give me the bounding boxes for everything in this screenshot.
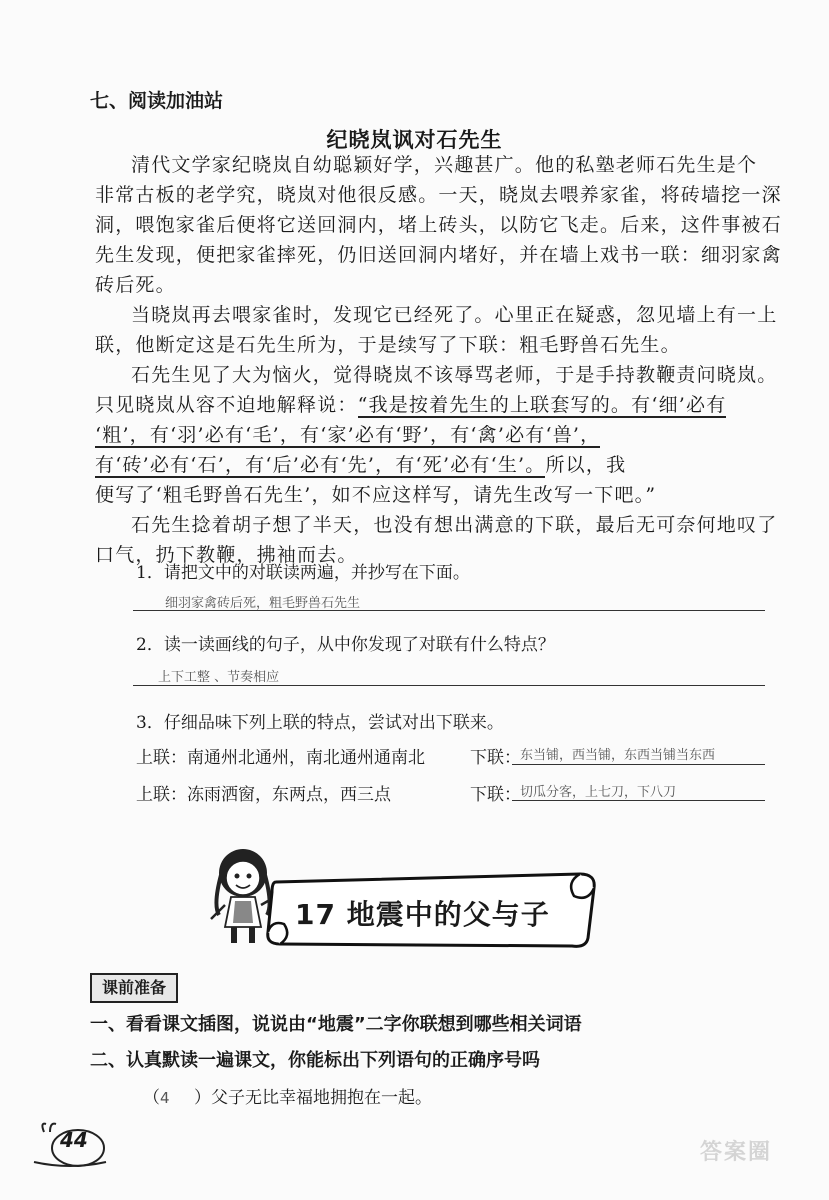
couplet-lower-label: 下联： xyxy=(470,785,521,805)
answer-line xyxy=(133,610,765,611)
story-line xyxy=(95,420,785,450)
story-line: 非常古板的老学究，晓岚对他很反感。一天，晓岚去喂养家雀，将砖墙挖一深 xyxy=(95,184,782,206)
story-title: 纪晓岚讽对石先生 xyxy=(326,127,503,152)
couplet-lower-answer: 东当铺，西当铺，东西当铺当东西 xyxy=(520,748,716,763)
question-3: 3．仔细品味下列上联的特点，尝试对出下联来。 xyxy=(136,713,504,733)
lesson-number: 17 xyxy=(295,898,336,931)
story-line: 砖后死。 xyxy=(95,274,176,296)
couplet-upper xyxy=(136,743,425,768)
underlined-sentence: “我是按着先生的上联套写的。有‘细’必有 xyxy=(357,394,727,416)
section-heading: 七、阅读加油站 xyxy=(90,90,224,112)
story-line: 便写了‘粗毛野兽石先生’，如不应这样写，请先生改写一下吧。” xyxy=(95,484,657,506)
underlined-sentence: ‘粗’，有‘羽’必有‘毛’，有‘家’必有‘野’，有‘禽’必有‘兽’， xyxy=(95,424,601,446)
prep-item-1: 一、看看课文插图，说说由“地震”二字你联想到哪些相关词语 xyxy=(90,1014,582,1035)
prep-tag: 课前准备 xyxy=(90,973,178,1003)
prep-item-2: 二、认真默读一遍课文，你能标出下列语句的正确序号吗 xyxy=(90,1050,540,1071)
lesson-name: 地震中的父与子 xyxy=(346,898,550,931)
story-line: 联，他断定这是石先生所为，于是续写了下联：粗毛野兽石先生。 xyxy=(95,334,681,356)
answer-2: 上下工整 、节奏相应 xyxy=(158,670,280,685)
order-answer[interactable]: 4 xyxy=(160,1089,170,1107)
answer-line xyxy=(133,685,765,686)
question-1: 1．请把文中的对联读两遍，并抄写在下面。 xyxy=(136,563,470,583)
paren-open: （ xyxy=(143,1088,160,1108)
answer-1: 细羽家禽砖后死，粗毛野兽石先生 xyxy=(165,596,361,611)
page-number: 44 xyxy=(60,1128,88,1152)
story-text: 只见晓岚从容不迫地解释说： xyxy=(95,394,358,416)
upper-label: 上联： xyxy=(136,748,187,768)
couplet-upper xyxy=(136,780,391,805)
upper-text: 冻雨洒窗，东两点，西三点 xyxy=(187,785,391,805)
question-2: 2．读一读画线的句子，从中你发现了对联有什么特点？ xyxy=(136,635,555,655)
story-body xyxy=(95,150,785,570)
story-line: 先生发现，便把家雀摔死，仍旧送回洞内堵好，并在墙上戏书一联：细羽家禽 xyxy=(95,244,782,266)
story-line xyxy=(95,390,785,420)
upper-text: 南通州北通州，南北通州通南北 xyxy=(187,748,425,768)
watermark: 答案圈 xyxy=(700,1140,773,1165)
story-line: 当晓岚再去喂家雀时，发现它已经死了。心里正在疑惑，忽见墙上有一上 xyxy=(131,304,778,326)
couplet-lower-answer: 切瓜分客，上七刀，下八刀 xyxy=(520,785,677,800)
answer-line xyxy=(512,800,765,801)
couplet-lower-label: 下联： xyxy=(470,748,521,768)
story-line: 石先生见了大为恼火，觉得晓岚不该辱骂老师，于是手持教鞭责问晓岚。 xyxy=(131,364,778,386)
story-text: 所以，我 xyxy=(545,454,627,476)
answer-line xyxy=(512,764,765,765)
order-text: ）父子无比幸福地拥抱在一起。 xyxy=(194,1088,432,1108)
lesson-title xyxy=(295,893,550,933)
story-line xyxy=(95,450,785,480)
story-line: 洞，喂饱家雀后便将它送回洞内，堵上砖头，以防它飞走。后来，这件事被石 xyxy=(95,214,782,236)
story-line: 石先生捻着胡子想了半天，也没有想出满意的下联，最后无可奈何地叹了 xyxy=(131,514,778,536)
order-item xyxy=(143,1083,432,1108)
story-line: 口气，扔下教鞭，拂袖而去。 xyxy=(95,544,358,566)
underlined-sentence: 有‘砖’必有‘石’，有‘后’必有‘先’，有‘死’必有‘生’。 xyxy=(95,454,546,476)
upper-label: 上联： xyxy=(136,785,187,805)
story-line: 清代文学家纪晓岚自幼聪颖好学，兴趣甚广。他的私塾老师石先生是个 xyxy=(131,154,758,176)
